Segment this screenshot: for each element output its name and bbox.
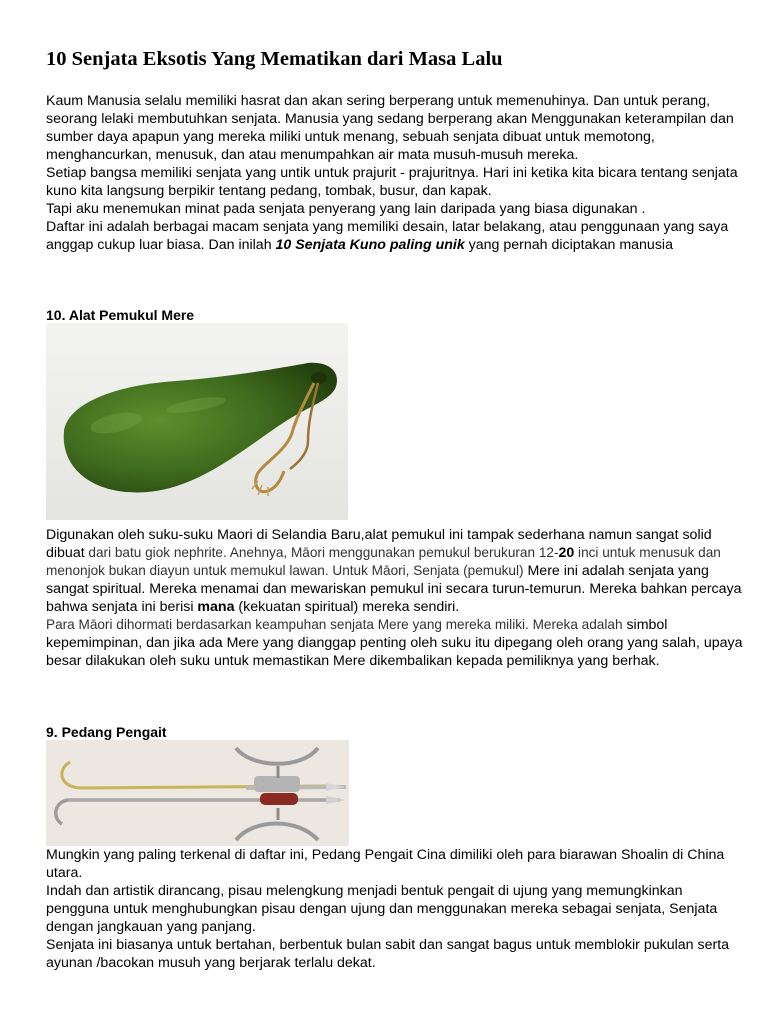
- mere-club-image: [46, 323, 348, 520]
- section-10-p1-text-d: inci untuk menusuk dan menonjok bukan diayun untuk memukul lawan. Untuk Māori, Senjata (pemukul): [46, 545, 721, 578]
- section-10-p1-text-e: Mere ini adalah senjata yang sangat spiritual. Mereka menamai dan mewariskan pemukul ini secara turun-temurun. Mereka bahkan percaya bahwa senjata ini berisi: [46, 563, 742, 615]
- section-10-p2-text-a: Para Māori dihormati berdasarkan keampuhan senjata Mere yang mereka miliki. Mereka adalah: [46, 617, 623, 632]
- section-9-body: [46, 846, 746, 972]
- section-10-p2-text-b: simbol kepemimpinan, dan jika ada Mere yang dianggap penting oleh suku itu dipegang oleh orang yang salah, upaya besar dilakukan oleh suku untuk memastikan Mere dikembalikan kepada pemiliknya yang berhak.: [46, 617, 743, 669]
- intro-emphasis: 10 Senjata Kuno paling unik: [275, 237, 465, 253]
- intro-section: [46, 92, 746, 254]
- intro-paragraph-3: Tapi aku menemukan minat pada senjata penyerang yang lain daripada yang biasa digunakan .: [46, 201, 646, 217]
- section-10-p1-text-b: dari batu giok nephrite. Anehnya, Māori menggunakan pemukul berukuran 12-: [84, 545, 559, 560]
- hook-swords-icon: [46, 740, 349, 846]
- section-9-heading: 9. Pedang Pengait: [46, 724, 167, 740]
- section-10-paragraph-1: [46, 526, 746, 616]
- mana-term: mana: [197, 599, 235, 615]
- section-9-paragraph-1: Mungkin yang paling terkenal di daftar ini, Pedang Pengait Cina dimiliki oleh para biarawan Shoalin di China utara.: [46, 847, 725, 881]
- document-title: 10 Senjata Eksotis Yang Mematikan dari Masa Lalu: [46, 48, 503, 70]
- section-10-p1-text-f: (kekuatan spiritual) mereka sendiri.: [234, 599, 460, 615]
- section-9-paragraph-2: Indah dan artistik dirancang, pisau melengkung menjadi bentuk pengait di ujung yang memungkinkan pengguna untuk menghubungkan pisau dengan ujung dan menggunakan mereka sebagai senjata, Senjata dengan jangkauan yang panjang.: [46, 883, 718, 935]
- intro-paragraph-2: Setiap bangsa memiliki senjata yang untik untuk prajurit - prajuritnya. Hari ini ketika kita bicara tentang senjata kuno kita langsung berpikir tentang pedang, tombak, busur, dan kapak.: [46, 165, 738, 199]
- jade-mere-club-icon: [46, 323, 348, 520]
- intro-p4-text-b: yang pernah diciptakan manusia: [464, 237, 673, 253]
- section-9-paragraph-3: Senjata ini biasanya untuk bertahan, berbentuk bulan sabit dan sangat bagus untuk memblokir pukulan serta ayunan /bacokan musuh yang berjarak terlalu dekat.: [46, 937, 730, 971]
- section-10-p1-text-a: Digunakan oleh suku-suku Maori di Selandia Baru,alat pemukul ini tampak sederhana namun sangat solid dibuat: [46, 527, 712, 561]
- section-10-heading: 10. Alat Pemukul Mere: [46, 307, 195, 323]
- section-10-paragraph-2: [46, 616, 746, 670]
- section-10-body: [46, 526, 746, 670]
- section-10-p1-number: 20: [558, 545, 575, 561]
- intro-paragraph-1: Kaum Manusia selalu memiliki hasrat dan akan sering berperang untuk memenuhinya. Dan untuk perang, seorang lelaki membutuhkan senjata. Manusia yang sedang berperang akan Menggunakan keterampilan dan sumber daya apapun yang mereka miliki untuk menang, sebuah senjata dibuat untuk memotong, menghancurkan, menusuk, dan atau menumpahkan air mata musuh-musuh mereka.: [46, 93, 734, 163]
- intro-p4-text-a: Daftar ini adalah berbagai macam senjata yang memiliki desain, latar belakang, atau penggunaan yang saya anggap cukup luar biasa. Dan inilah: [46, 219, 729, 253]
- hook-swords-image: [46, 740, 349, 846]
- intro-paragraph-4: [46, 218, 746, 254]
